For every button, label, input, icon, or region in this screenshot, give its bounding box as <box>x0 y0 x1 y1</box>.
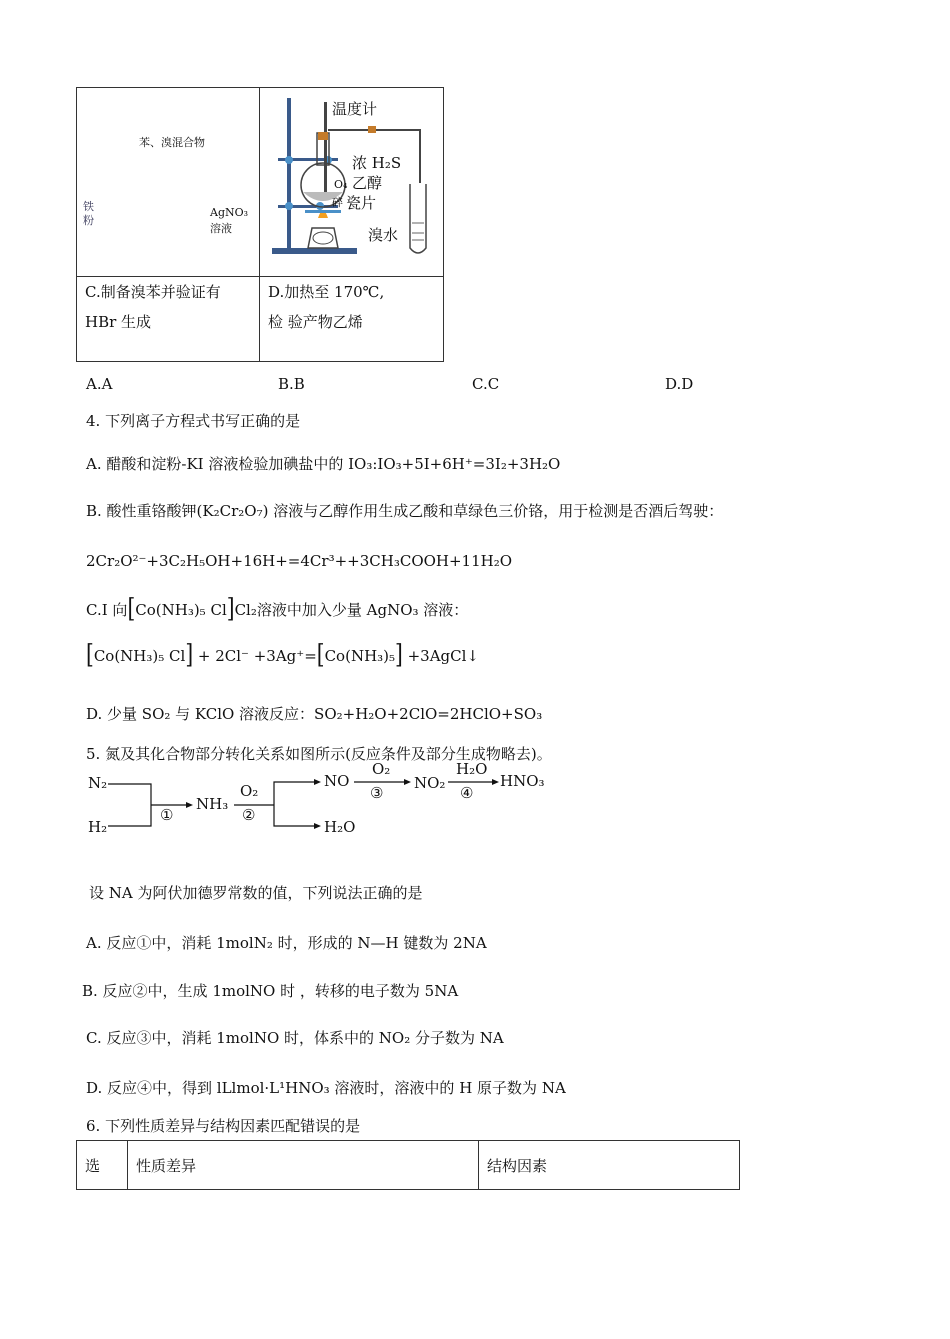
apparatus-table <box>76 87 444 362</box>
apparatus-c-image-cell <box>77 88 260 277</box>
bromine-water-label: 溴水 <box>368 226 399 244</box>
h2o-product-label: H₂O <box>324 818 356 836</box>
ethanol-label: 乙醇 <box>352 174 383 192</box>
q4-option-b: B. 酸性重铬酸钾(K₂Cr₂O₇) 溶液与乙醇作用生成乙酸和草绿色三价铬，用于检测是否酒后驾驶： <box>86 502 724 520</box>
apparatus-d-image-cell <box>260 88 444 277</box>
chips-prefix-label: 碎 <box>332 196 343 209</box>
q6-table <box>76 1140 740 1190</box>
q3-option-d: D.D <box>665 375 694 393</box>
h2so4-label: 浓 H₂S <box>352 154 402 172</box>
mixture-label: 苯、溴混合物 <box>139 136 205 149</box>
porcelain-chips-label: 瓷片 <box>346 194 377 212</box>
caption-c-line-1: C.制备溴苯并验证有 <box>85 283 221 301</box>
no2-label: NO₂ <box>414 774 446 792</box>
caption-c-cell <box>77 277 260 362</box>
q4-c-eq-left: Co(NH₃)₅ Cl <box>93 647 186 665</box>
nh3-label: NH₃ <box>196 795 229 813</box>
q3-option-c: C.C <box>472 375 500 393</box>
o2-reagent-2: O₂ <box>372 760 391 778</box>
q4-c-rest: 溶液中加入少量 AgNO₃ 溶液： <box>256 601 469 619</box>
n2-label: N₂ <box>88 774 108 792</box>
caption-d-line-2: 检 验产物乙烯 <box>268 313 363 331</box>
o4-label: O₄ <box>334 178 348 191</box>
q4-c-complex: Co(NH₃)₅ Cl <box>135 601 227 619</box>
q6-header-property: 性质差异 <box>128 1141 479 1190</box>
agno3-label-1: AgNO₃ <box>210 206 249 219</box>
caption-d-cell <box>260 277 444 362</box>
q4-option-c: C.I 向[Co(NH₃)₅ Cl]Cl₂溶液中加入少量 AgNO₃ 溶液： <box>86 592 469 624</box>
h2-label: H₂ <box>88 818 108 836</box>
q4-c-eq-end: +3AgCl↓ <box>402 647 480 665</box>
caption-d-line-1: D.加热至 170℃, <box>268 283 385 301</box>
step-2-label: ② <box>242 806 256 824</box>
q4-stem: 4. 下列离子方程式书写正确的是 <box>86 412 301 430</box>
q6-stem: 6. 下列性质差异与结构因素匹配错误的是 <box>86 1117 361 1135</box>
q4-c-to: 向 <box>112 601 128 619</box>
q4-option-b-equation: 2Cr₂O²⁻+3C₂H₅OH+16H+=4Cr³++3CH₃COOH+11H₂O <box>86 552 513 570</box>
q3-option-b: B.B <box>278 375 305 393</box>
q5-intro: 设 NA 为阿伏加德罗常数的值，下列说法正确的是 <box>89 884 423 902</box>
q3-option-a: A.A <box>86 375 113 393</box>
h2o-reagent: H₂O <box>456 760 488 778</box>
q4-option-d: D. 少量 SO₂ 与 KClO 溶液反应：SO₂+H₂O+2ClO=2HClO+SO₃ <box>86 705 543 723</box>
q5-option-c: C. 反应③中，消耗 1molNO 时，体系中的 NO₂ 分子数为 NA <box>86 1029 504 1047</box>
iron-label-2: 粉 <box>83 214 94 227</box>
caption-c-line-2: HBr 生成 <box>85 313 152 331</box>
q6-header-structure: 结构因素 <box>479 1141 740 1190</box>
q5-option-b: B. 反应②中，生成 1molNO 时 ，转移的电子数为 5NA <box>82 982 459 1000</box>
q4-c-eq-right: Co(NH₃)₅ <box>324 647 396 665</box>
nitrogen-reaction-scheme <box>86 762 566 842</box>
q6-header-option: 选 <box>77 1141 128 1190</box>
q5-option-d: D. 反应④中，得到 lLlmol·L¹HNO₃ 溶液时，溶液中的 H 原子数为 NA <box>86 1079 566 1097</box>
no-label: NO <box>324 772 350 790</box>
step-1-label: ① <box>160 806 174 824</box>
thermometer-label: 温度计 <box>332 100 378 118</box>
step-3-label: ③ <box>370 784 384 802</box>
q6-header-row <box>77 1141 740 1190</box>
q4-option-c-equation: [Co(NH₃)₅ Cl] + 2Cl⁻ +3Ag⁺=[Co(NH₃)₅] +3AgCl↓ <box>86 638 480 670</box>
hno3-label: HNO₃ <box>500 772 545 790</box>
q5-stem: 5. 氮及其化合物部分转化关系如图所示(反应条件及部分生成物略去)。 <box>86 745 552 763</box>
agno3-label-2: 溶液 <box>210 222 232 235</box>
q4-c-eq-mid: + 2Cl⁻ +3Ag⁺= <box>193 647 317 665</box>
q4-c-prefix: C.I <box>86 601 108 619</box>
iron-label-1: 铁 <box>83 200 94 213</box>
q5-option-a: A. 反应①中，消耗 1molN₂ 时，形成的 N—H 键数为 2NA <box>86 934 487 952</box>
q4-option-a: A. 醋酸和淀粉-KI 溶液检验加碘盐中的 IO₃:IO₃+5I+6H⁺=3I₂+3H₂O <box>86 455 561 473</box>
q4-c-cl2: Cl₂ <box>234 601 257 619</box>
step-4-label: ④ <box>460 784 474 802</box>
o2-reagent-1: O₂ <box>240 782 259 800</box>
